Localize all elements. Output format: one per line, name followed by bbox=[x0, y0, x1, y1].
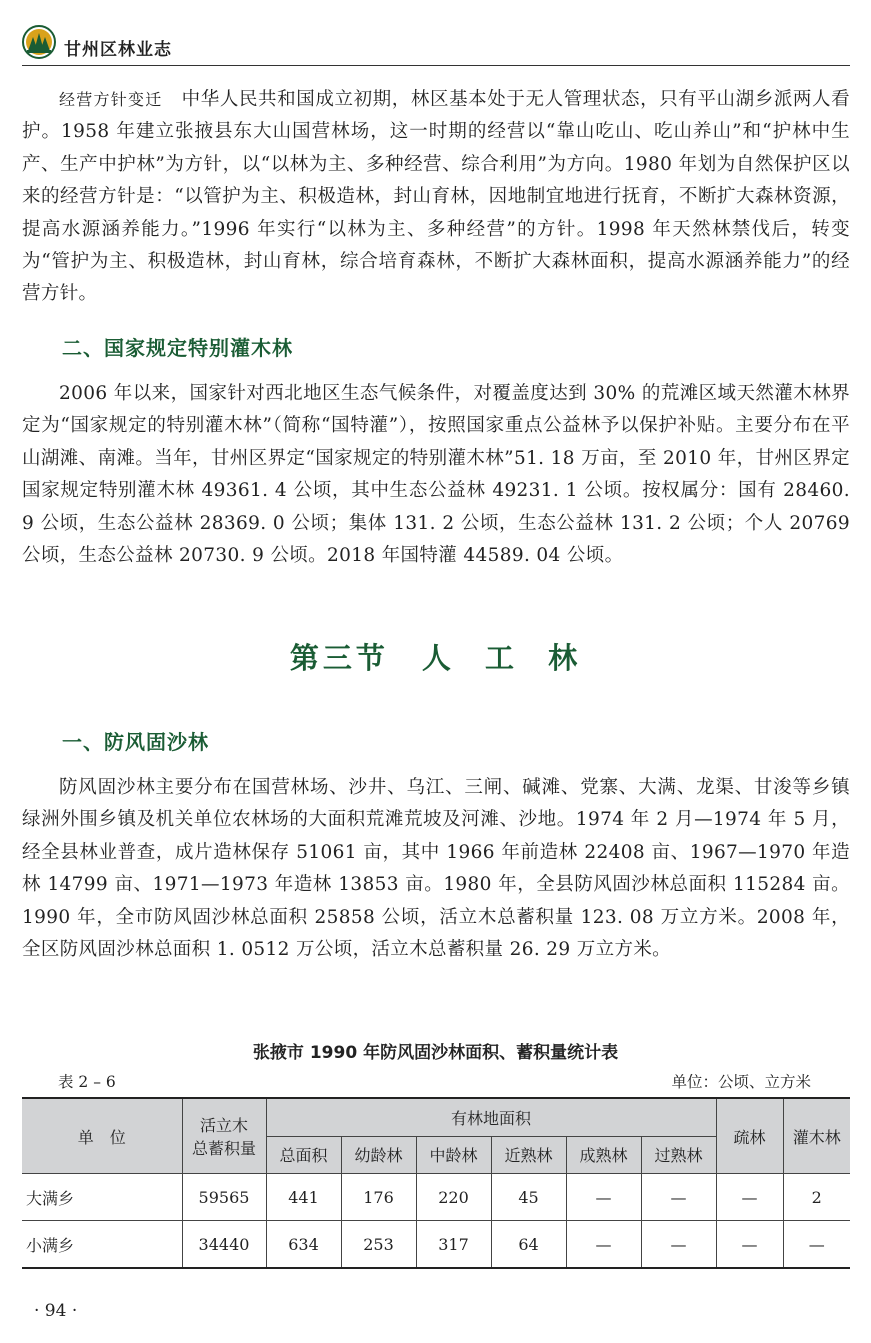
paragraph-management-policy bbox=[22, 84, 850, 311]
cell-total: 441 bbox=[266, 1174, 341, 1221]
book-title: 甘州区林业志 bbox=[64, 40, 172, 60]
cell-mature: — bbox=[566, 1174, 641, 1221]
cell-total: 634 bbox=[266, 1221, 341, 1269]
cell-unit-name: 小满乡 bbox=[22, 1221, 182, 1269]
col-header-shrub: 灌木林 bbox=[783, 1098, 850, 1174]
col-header-forest-area: 有林地面积 bbox=[266, 1098, 716, 1136]
paragraph-body: 中华人民共和国成立初期，林区基本处于无人管理状态，只有平山湖乡派两人看护。1958 年建立张掖县东大山国营林场，这一时期的经营以“靠山吃山、吃山养山”和“护林中生产、生产中护林”为方针，以“以林为主、多种经营、综合利用”为方向。1980 年划为自然保护区以来的经营方针是：“以管护为主、积极造林，封山育林，因地制宜地进行抚育，不断扩大森林资源，提高水源涵养能力。”1996 年实行“以林为主、多种经营”的方针。1998 年天然林禁伐后，转变为“管护为主、积极造林，封山育林，综合培育森林，不断扩大森林面积，提高水源涵养能力”的经营方针。 bbox=[22, 89, 850, 305]
heading-windbreak-forest: 一、防风固沙林 bbox=[62, 730, 209, 754]
col-header-middle: 中龄林 bbox=[416, 1136, 491, 1174]
cell-sparse: — bbox=[716, 1174, 783, 1221]
table-title: 张掖市 1990 年防风固沙林面积、蓄积量统计表 bbox=[252, 1043, 619, 1063]
col-header-volume: 活立木 总蓄积量 bbox=[182, 1098, 266, 1174]
forest-logo-icon bbox=[22, 25, 56, 59]
table-number: 表 2 – 6 bbox=[58, 1073, 116, 1091]
cell-young: 253 bbox=[341, 1221, 416, 1269]
cell-shrub: 2 bbox=[783, 1174, 850, 1221]
col-header-total: 总面积 bbox=[266, 1136, 341, 1174]
table-row bbox=[22, 1174, 850, 1221]
cell-unit-name: 大满乡 bbox=[22, 1174, 182, 1221]
cell-over-mature: — bbox=[641, 1221, 716, 1269]
cell-shrub: — bbox=[783, 1221, 850, 1269]
page-number: · 94 · bbox=[34, 1301, 78, 1321]
col-header-young: 幼龄林 bbox=[341, 1136, 416, 1174]
cell-volume: 59565 bbox=[182, 1174, 266, 1221]
cell-near-mature: 45 bbox=[491, 1174, 566, 1221]
page-header bbox=[22, 25, 850, 66]
paragraph-lead: 经营方针变迁 bbox=[59, 90, 163, 109]
col-header-unit: 单 位 bbox=[22, 1098, 182, 1174]
cell-mature: — bbox=[566, 1221, 641, 1269]
table-row bbox=[22, 1221, 850, 1269]
col-header-sparse: 疏林 bbox=[716, 1098, 783, 1174]
cell-middle: 220 bbox=[416, 1174, 491, 1221]
col-header-mature: 成熟林 bbox=[566, 1136, 641, 1174]
cell-sparse: — bbox=[716, 1221, 783, 1269]
cell-over-mature: — bbox=[641, 1174, 716, 1221]
paragraph-special-shrubland: 2006 年以来，国家针对西北地区生态气候条件，对覆盖度达到 30% 的荒滩区域天然灌木林界定为“国家规定的特别灌木林”（简称“国特灌”），按照国家重点公益林予以保护补贴。主要分布在平山湖滩、南滩。当年，甘州区界定“国家规定的特别灌木林”51. 18 万亩，至 2010 年，甘州区界定国家规定特别灌木林 49361. 4 公顷，其中生态公益林 49231. 1 公顷。按权属分：国有 28460. 9 公顷，生态公益林 28369. 0 公顷；集体 131. 2 公顷，生态公益林 131. 2 公顷；个人 20769 公顷，生态公益林 20730. 9 公顷。2018 年国特灌 44589. 04 公顷。 bbox=[22, 383, 850, 567]
section-title: 第三节 人 工 林 bbox=[289, 641, 582, 675]
table-unit: 单位：公顷、立方米 bbox=[671, 1073, 811, 1091]
paragraph-windbreak-forest: 防风固沙林主要分布在国营林场、沙井、乌江、三闸、碱滩、党寨、大满、龙渠、甘浚等乡镇绿洲外围乡镇及机关单位农林场的大面积荒滩荒坡及河滩、沙地。1974 年 2 月—1974 年 5 月，经全县林业普查，成片造林保存 51061 亩，其中 1966 年前造林 22408 亩、1967—1970 年造林 14799 亩、1971—1973 年造林 13853 亩。1980 年，全县防风固沙林总面积 115284 亩。1990 年，全市防风固沙林总面积 25858 公顷，活立木总蓄积量 123. 08 万立方米。2008 年，全区防风固沙林总面积 1. 0512 万公顷，活立木总蓄积量 26. 29 万立方米。 bbox=[22, 777, 850, 961]
cell-middle: 317 bbox=[416, 1221, 491, 1269]
cell-near-mature: 64 bbox=[491, 1221, 566, 1269]
col-header-over-mature: 过熟林 bbox=[641, 1136, 716, 1174]
col-header-near-mature: 近熟林 bbox=[491, 1136, 566, 1174]
cell-volume: 34440 bbox=[182, 1221, 266, 1269]
statistics-table bbox=[22, 1097, 850, 1269]
cell-young: 176 bbox=[341, 1174, 416, 1221]
heading-special-shrubland: 二、国家规定特别灌木林 bbox=[62, 336, 293, 360]
